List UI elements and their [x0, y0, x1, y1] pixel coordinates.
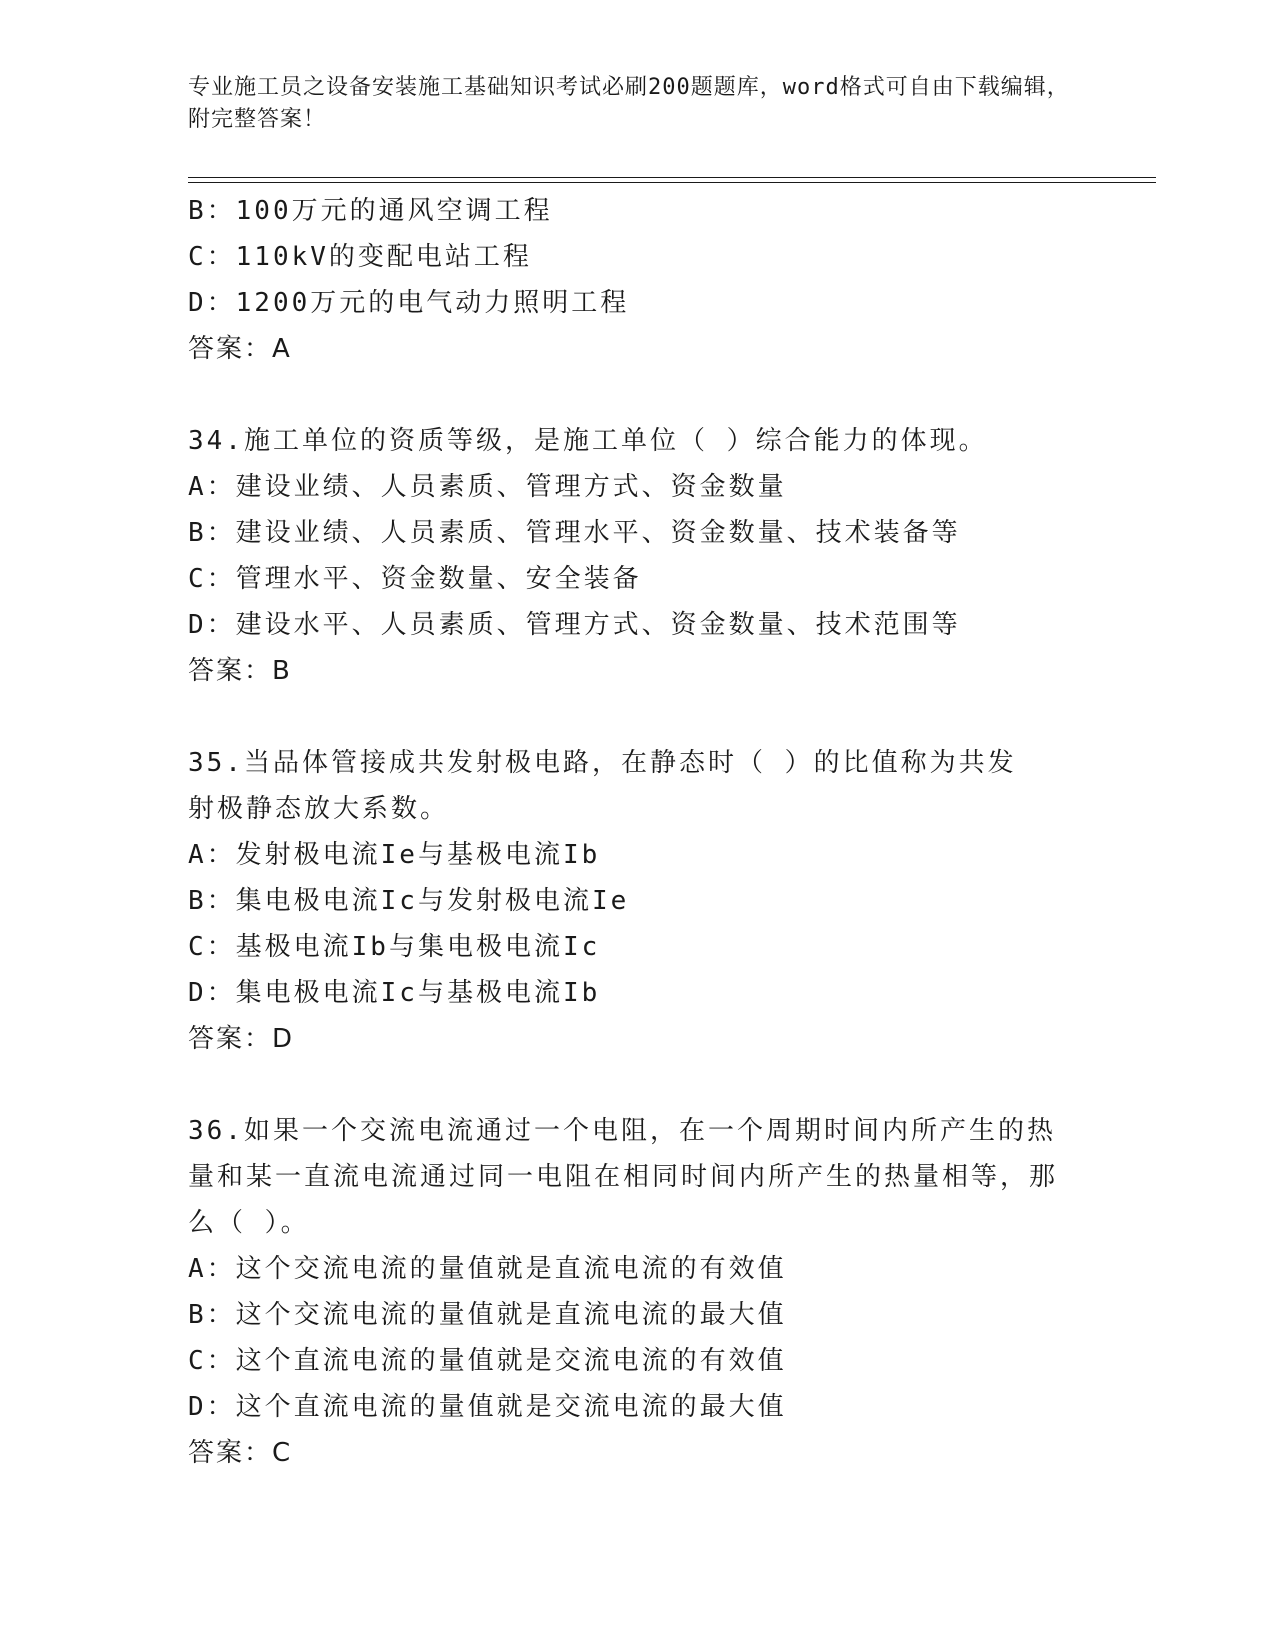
option-c: C：110kV的变配电站工程 [188, 242, 532, 272]
option-b: B：这个交流电流的量值就是直流电流的最大值 [188, 1300, 787, 1330]
option-a: A：建设业绩、人员素质、管理方式、资金数量 [188, 472, 787, 502]
header-divider-bottom [188, 182, 1156, 183]
spacer [188, 694, 1088, 740]
option-c: C：管理水平、资金数量、安全装备 [188, 564, 642, 594]
option-d: D：这个直流电流的量值就是交流电流的最大值 [188, 1392, 787, 1422]
question-36 [188, 1108, 1088, 1476]
question-stem: 35.当品体管接成共发射极电路，在静态时（ ）的比值称为共发射极静态放大系数。 [188, 748, 1017, 824]
spacer [188, 372, 1088, 418]
option-a: A：这个交流电流的量值就是直流电流的有效值 [188, 1254, 787, 1284]
answer-line: 答案：A [188, 334, 292, 364]
question-34 [188, 418, 1088, 694]
option-d: D：建设水平、人员素质、管理方式、资金数量、技术范围等 [188, 610, 961, 640]
question-content [188, 188, 1088, 1476]
answer-line: 答案：B [188, 656, 292, 686]
question-stem: 34.施工单位的资质等级，是施工单位（ ）综合能力的体现。 [188, 426, 988, 456]
answer-line: 答案：C [188, 1438, 293, 1468]
question-35 [188, 740, 1088, 1062]
option-b: B：建设业绩、人员素质、管理水平、资金数量、技术装备等 [188, 518, 961, 548]
answer-line: 答案：D [188, 1024, 295, 1054]
option-b: B：100万元的通风空调工程 [188, 196, 553, 226]
option-d: D：1200万元的电气动力照明工程 [188, 288, 630, 318]
page-header-title: 专业施工员之设备安装施工基础知识考试必刷200题题库，word格式可自由下载编辑，附完整答案！ [188, 75, 1070, 132]
option-c: C：这个直流电流的量值就是交流电流的有效值 [188, 1346, 787, 1376]
spacer [188, 1062, 1088, 1108]
continued-question [188, 188, 1088, 372]
question-stem: 36.如果一个交流电流通过一个电阻，在一个周期时间内所产生的热量和某一直流电流通过同一电阻在相同时间内所产生的热量相等，那么（ ）。 [188, 1116, 1059, 1238]
option-b: B：集电极电流Ic与发射极电流Ie [188, 886, 630, 916]
option-c: C：基极电流Ib与集电极电流Ic [188, 932, 601, 962]
header-divider-top [188, 177, 1156, 178]
option-d: D：集电极电流Ic与基极电流Ib [188, 978, 601, 1008]
option-a: A：发射极电流Ie与基极电流Ib [188, 840, 601, 870]
